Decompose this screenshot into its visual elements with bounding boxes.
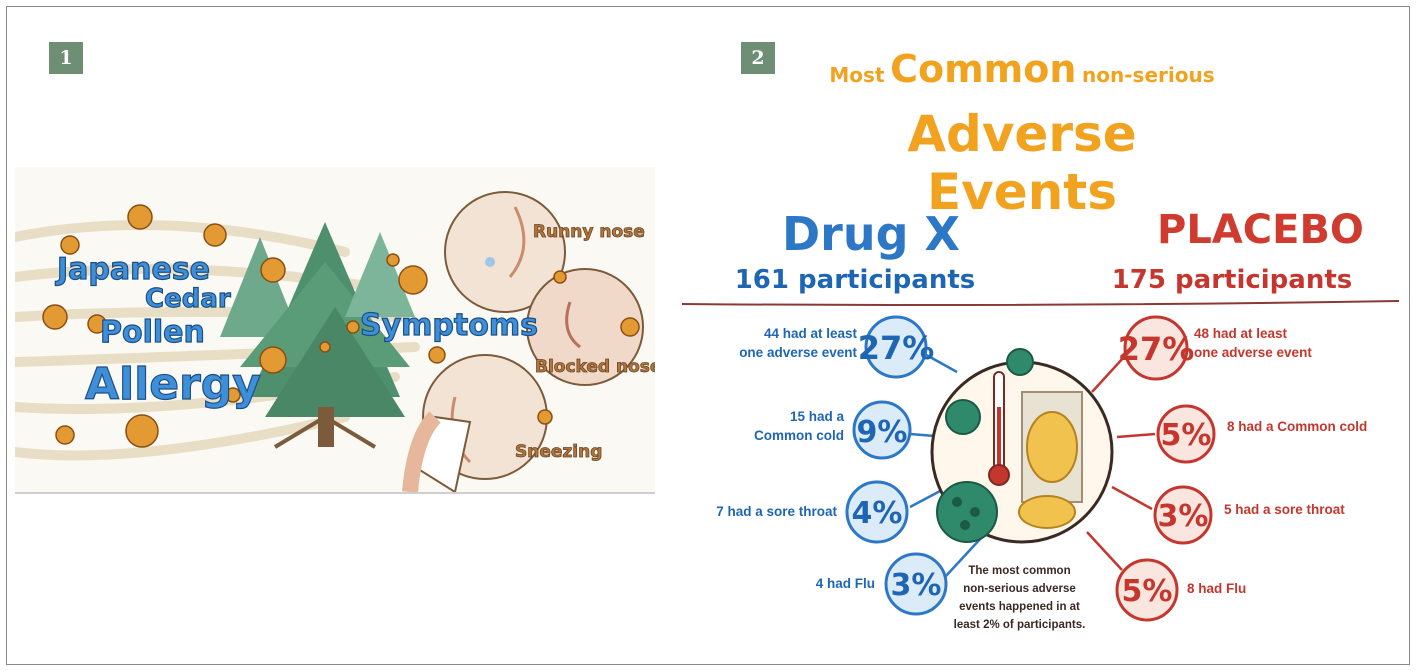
title-most: Most: [829, 63, 885, 87]
footnote-line3: events happened in at: [959, 601, 1080, 613]
placebo-label-any-line1: 48 had at least: [1194, 326, 1288, 341]
footnote-line2: non-serious adverse: [963, 583, 1076, 595]
header-divider: [682, 301, 1399, 305]
title-non-serious: non-serious: [1082, 63, 1215, 87]
symptom-sneezing: Sneezing: [515, 442, 603, 462]
placebo-percent-throat: 3%: [1157, 499, 1209, 534]
placebo-label-any: [1194, 324, 1364, 362]
drug-participants: 161 participants: [734, 265, 976, 295]
drug-percent-cold: 9%: [856, 415, 908, 450]
title-line-pollen: Pollen: [100, 315, 205, 350]
placebo-label-any-line2: one adverse event: [1194, 345, 1312, 360]
drug-percent-flu: 3%: [890, 568, 942, 603]
title-line-japanese: Japanese: [57, 252, 211, 287]
drug-label-flu: 4 had Flu: [815, 576, 875, 591]
drug-label-any-line1: 44 had at least: [763, 326, 857, 341]
drug-label-cold-line2: Common cold: [754, 428, 844, 443]
placebo-participants: 175 participants: [1111, 265, 1353, 295]
title-adverse-events: Adverse Events: [907, 105, 1137, 221]
drug-label-any: [707, 324, 857, 362]
placebo-percent-cold: 5%: [1160, 418, 1212, 453]
title-line-allergy: Allergy: [85, 359, 261, 410]
symptoms-label: Symptoms: [360, 308, 538, 343]
footnote-line1: The most common: [968, 565, 1071, 577]
drug-label-cold: [707, 407, 844, 445]
drug-label-any-line2: one adverse event: [739, 345, 857, 360]
placebo-name: PLACEBO: [1157, 207, 1364, 253]
footnote-line4: least 2% of participants.: [953, 619, 1086, 631]
drug-name: Drug X: [782, 207, 961, 261]
placebo-label-flu: 8 had Flu: [1187, 581, 1247, 596]
placebo-label-throat: 5 had a sore throat: [1224, 502, 1345, 517]
placebo-label-cold: 8 had a Common cold: [1227, 419, 1368, 434]
symptom-runny-nose: Runny nose: [533, 222, 645, 242]
drug-percent-throat: 4%: [851, 496, 903, 531]
drug-label-throat: 7 had a sore throat: [716, 504, 837, 519]
footnote: [932, 562, 1107, 634]
panel-2-badge: 2: [741, 42, 775, 74]
figure-frame: [6, 6, 1410, 665]
title-common: Common: [890, 47, 1077, 91]
placebo-percent-any: 27%: [1117, 330, 1195, 368]
title-line-cedar: Cedar: [145, 284, 231, 314]
drug-label-cold-line1: 15 had a: [789, 409, 844, 424]
drug-percent-any: 27%: [857, 329, 935, 367]
panel-1-badge: 1: [49, 42, 83, 74]
symptom-blocked-nose: Blocked nose: [535, 357, 655, 377]
placebo-percent-flu: 5%: [1121, 574, 1173, 609]
